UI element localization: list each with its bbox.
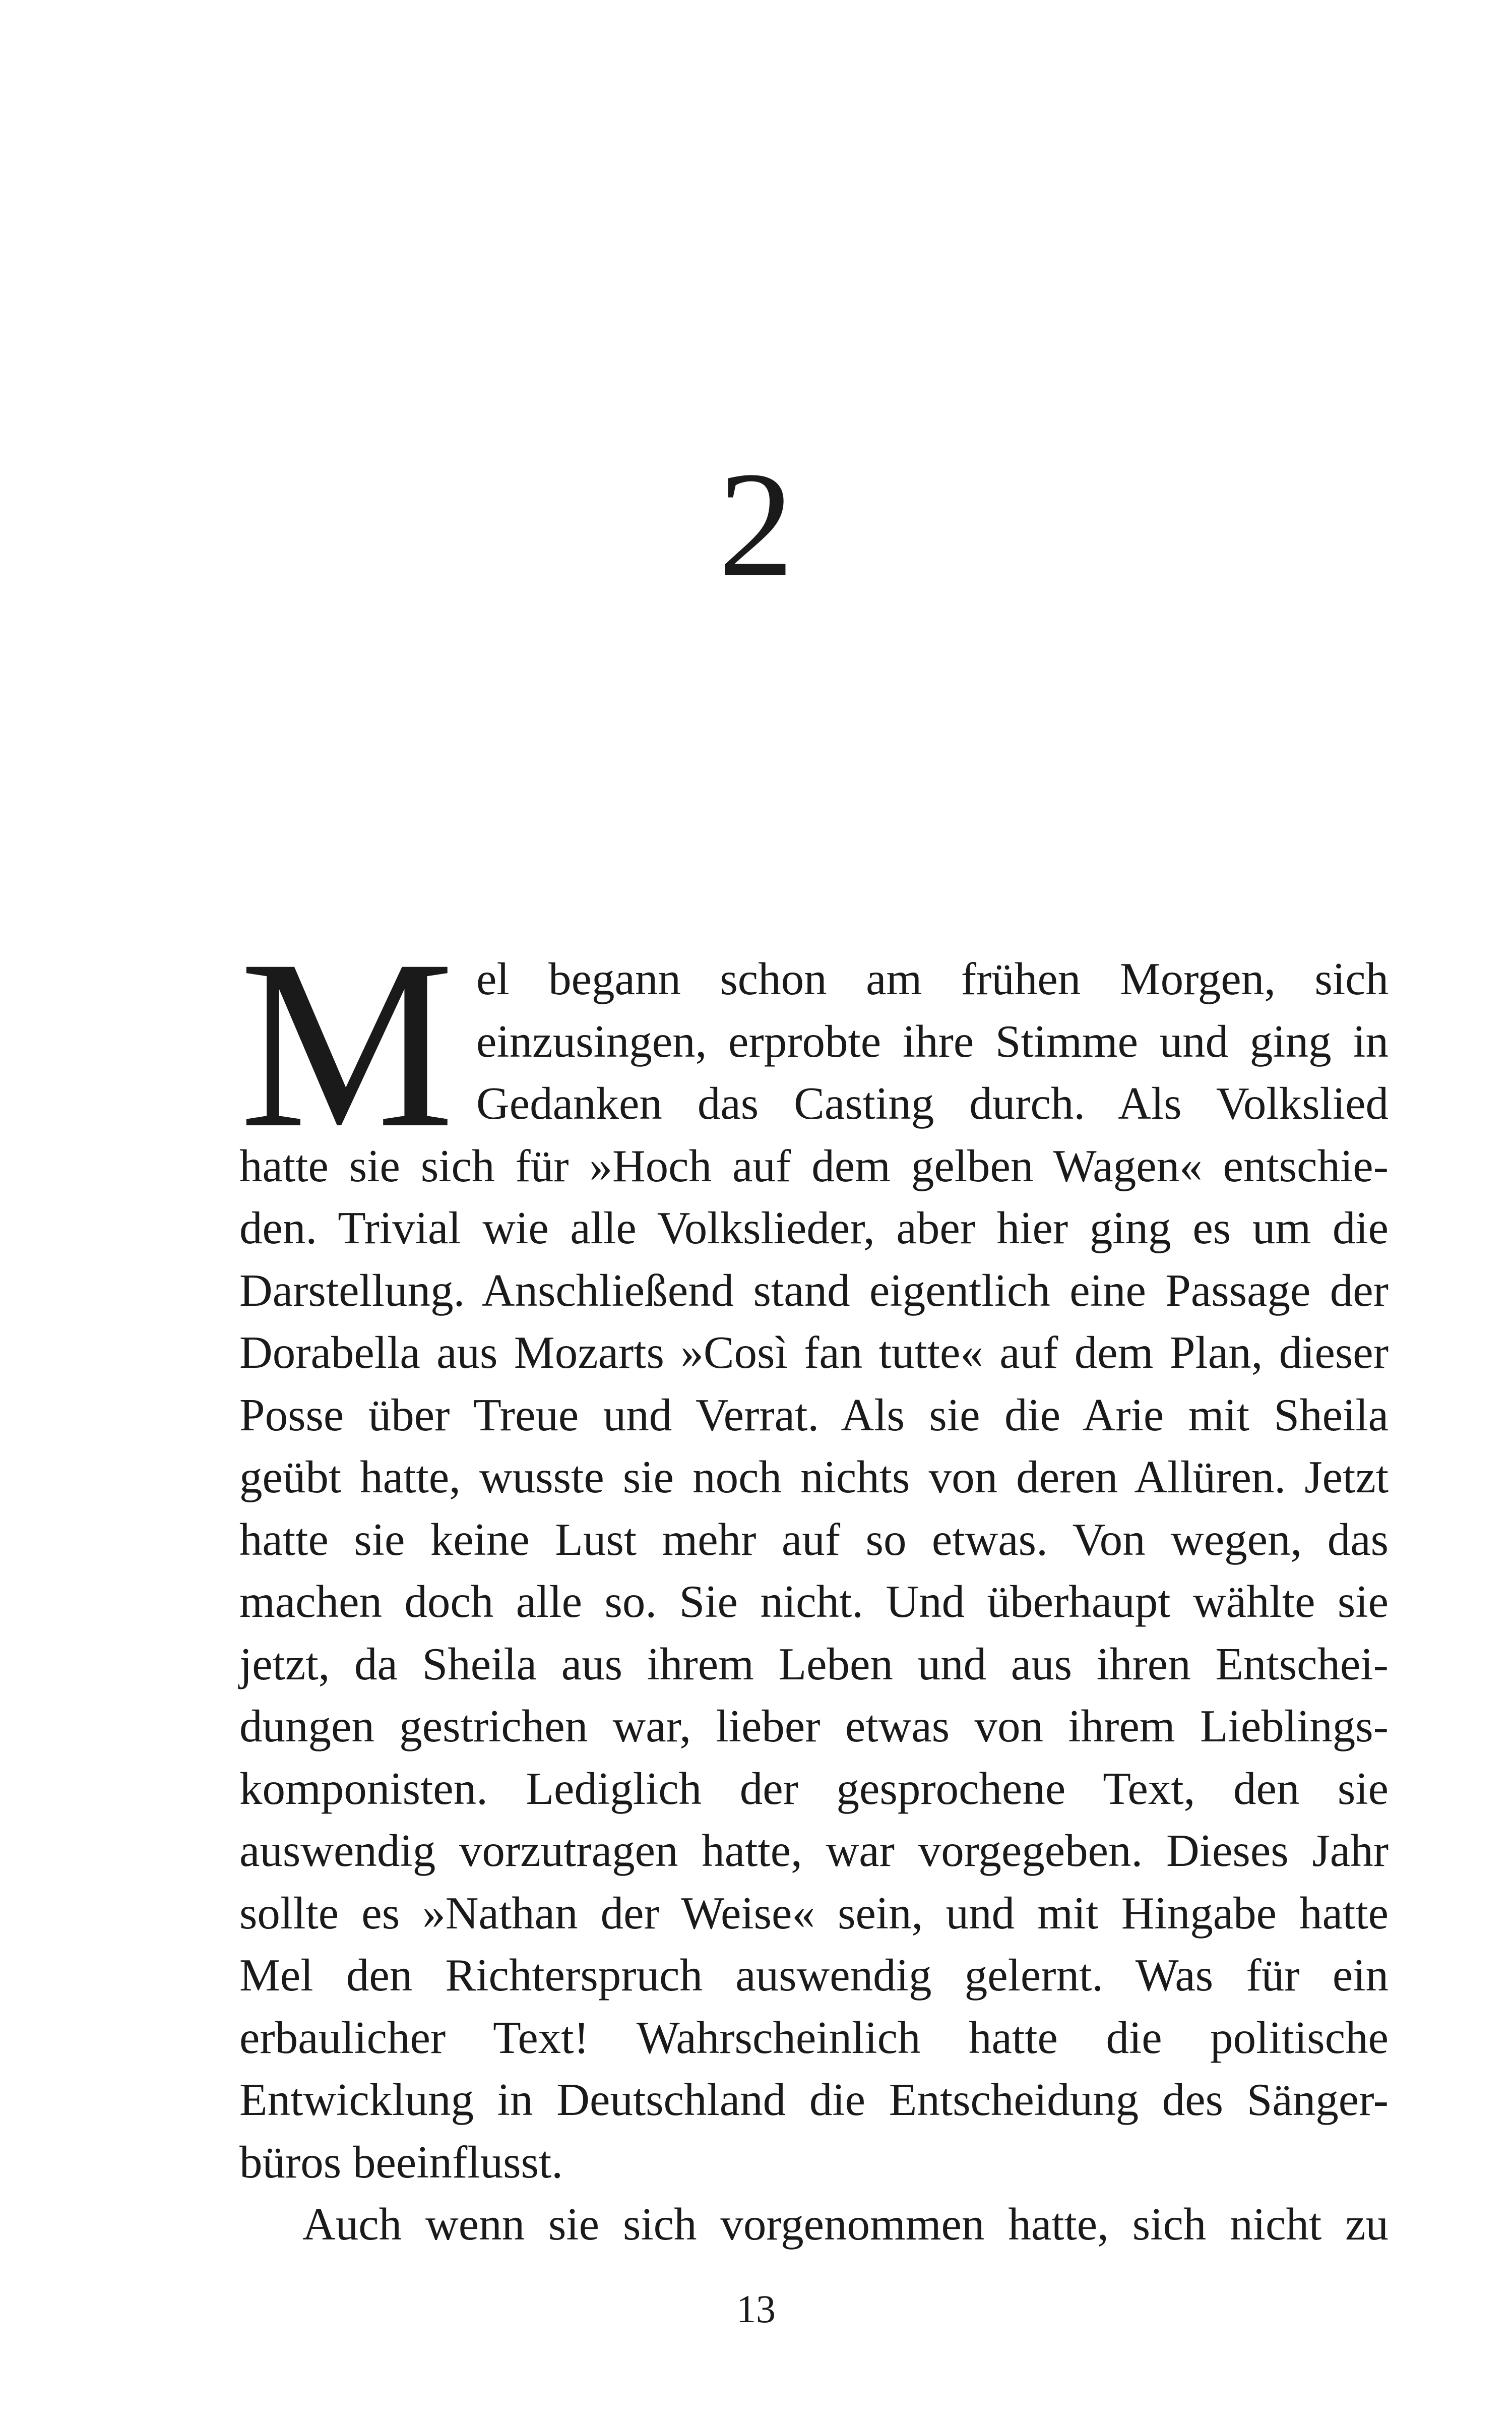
text-line: einzusingen, erprobte ihre Stimme und ging in (476, 1015, 1389, 1067)
text-line: Gedanken das Casting durch. Als Volkslied (476, 1078, 1389, 1129)
text-line: Entwicklung in Deutschland die Entscheidung des Sänger- (239, 2074, 1389, 2125)
text-line: erbaulicher Text! Wahrscheinlich hatte die politische (239, 2012, 1389, 2063)
text-line: hatte sie keine Lust mehr auf so etwas. Von wegen, das (239, 1514, 1389, 1565)
text-line: Auch wenn sie sich vorgenommen hatte, sich nicht zu (302, 2199, 1389, 2250)
text-line: Posse über Treue und Verrat. Als sie die Arie mit Sheila (239, 1389, 1389, 1440)
text-line: Dorabella aus Mozarts »Così fan tutte« auf dem Plan, dieser (239, 1327, 1389, 1378)
text-line: jetzt, da Sheila aus ihrem Leben und aus ihren Entschei- (239, 1638, 1389, 1689)
text-line: büros beeinflusst. (239, 2136, 563, 2188)
text-line: auswendig vorzutragen hatte, war vorgegeben. Dieses Jahr (239, 1825, 1389, 1876)
text-line: Mel den Richterspruch auswendig gelernt. Was für ein (239, 1950, 1389, 2001)
body-text (239, 910, 1389, 2256)
text-line: dungen gestrichen war, lieber etwas von ihrem Lieblings- (239, 1701, 1389, 1751)
page-number: 13 (736, 2287, 776, 2331)
text-line: den. Trivial wie alle Volkslieder, aber hier ging es um die (239, 1202, 1389, 1253)
text-line: hatte sie sich für »Hoch auf dem gelben Wagen« entschie- (239, 1140, 1389, 1191)
text-line: komponisten. Lediglich der gesprochene Text, den sie (239, 1763, 1389, 1814)
chapter-number: 2 (718, 441, 794, 608)
text-line: sollte es »Nathan der Weise« sein, und mit Hingabe hatte (239, 1887, 1389, 1939)
drop-cap-letter: M (239, 910, 455, 1178)
text-line: geübt hatte, wusste sie noch nichts von deren Allüren. Jetzt (239, 1451, 1389, 1502)
text-line: el begann schon am frühen Morgen, sich (476, 953, 1389, 1004)
text-line: machen doch alle so. Sie nicht. Und überhaupt wählte sie (239, 1576, 1389, 1627)
text-line: Darstellung. Anschließend stand eigentlich eine Passage der (239, 1264, 1389, 1316)
